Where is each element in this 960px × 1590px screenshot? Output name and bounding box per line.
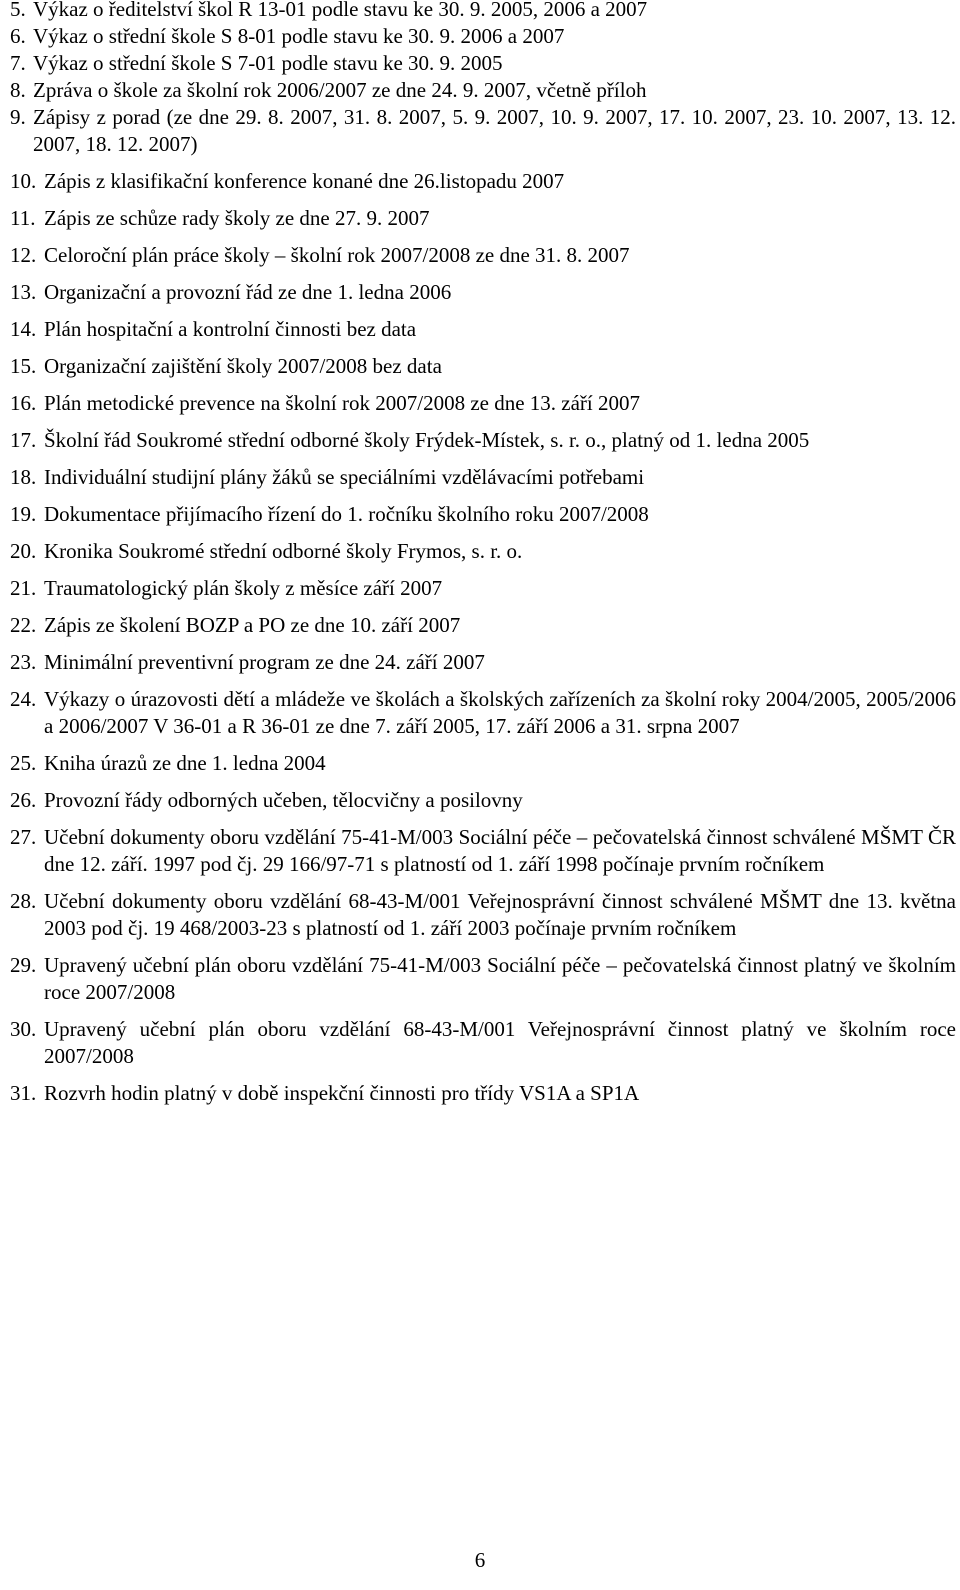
list-item <box>10 1016 956 1070</box>
list-item <box>10 575 956 602</box>
list-item-number: 13. <box>10 280 37 304</box>
list-item <box>10 501 956 528</box>
list-item <box>10 649 956 676</box>
list-item-text: Dokumentace přijímacího řízení do 1. ročníku školního roku 2007/2008 <box>44 502 649 526</box>
list-item-text: Učební dokumenty oboru vzdělání 75-41-M/003 Sociální péče – pečovatelská činnost schválené MŠMT ČR dne 12. září. 1997 pod čj. 29 166/97-71 s platností od 1. září 1998 počínaje prvním ročníkem <box>44 825 956 876</box>
page-number: 6 <box>474 1548 486 1572</box>
list-item-number: 7. <box>10 51 26 75</box>
list-item-text: Výkaz o střední škole S 7-01 podle stavu ke 30. 9. 2005 <box>33 51 503 75</box>
list-item-text: Plán hospitační a kontrolní činnosti bez data <box>44 317 417 341</box>
list-item-number: 11. <box>10 206 36 230</box>
list-item-text: Kniha úrazů ze dne 1. ledna 2004 <box>44 751 326 775</box>
list-item <box>10 427 956 454</box>
list-item <box>10 242 956 269</box>
list-item <box>10 353 956 380</box>
list-item <box>10 279 956 306</box>
list-item-text: Zápisy z porad (ze dne 29. 8. 2007, 31. 8. 2007, 5. 9. 2007, 10. 9. 2007, 17. 10. 2007, 23. 10. 2007, 13. 12. 2007, 18. 12. 2007) <box>33 105 956 156</box>
list-item-number: 24. <box>10 687 37 711</box>
list-item <box>10 787 956 814</box>
list-item-number: 12. <box>10 243 37 267</box>
list-item <box>10 1080 956 1107</box>
list-item-number: 27. <box>10 825 37 849</box>
list-item-text: Výkaz o ředitelství škol R 13-01 podle stavu ke 30. 9. 2005, 2006 a 2007 <box>33 0 648 21</box>
list-item-number: 21. <box>10 576 37 600</box>
list-item <box>10 77 956 104</box>
list-item-text: Upravený učební plán oboru vzdělání 75-41-M/003 Sociální péče – pečovatelská činnost platný ve školním roce 2007/2008 <box>44 953 956 1004</box>
list-item-text: Učební dokumenty oboru vzdělání 68-43-M/001 Veřejnosprávní činnost schválené MŠMT dne 13. května 2003 pod čj. 19 468/2003-23 s platností od 1. září 2003 počínaje prvním ročníkem <box>44 889 956 940</box>
list-item-text: Organizační zajištění školy 2007/2008 bez data <box>44 354 442 378</box>
list-item <box>10 952 956 1006</box>
list-item-number: 10. <box>10 169 37 193</box>
list-item-number: 8. <box>10 78 26 102</box>
list-item-number: 5. <box>10 0 26 21</box>
list-item <box>10 824 956 878</box>
list-item-text: Plán metodické prevence na školní rok 2007/2008 ze dne 13. září 2007 <box>44 391 640 415</box>
document-list <box>10 0 956 1147</box>
list-item <box>10 104 956 158</box>
list-item <box>10 0 956 23</box>
list-item-number: 22. <box>10 613 37 637</box>
list-item-text: Provozní řády odborných učeben, tělocvičny a posilovny <box>44 788 523 812</box>
list-item-number: 26. <box>10 788 37 812</box>
list-item-number: 15. <box>10 354 37 378</box>
list-item-number: 20. <box>10 539 37 563</box>
list-item <box>10 205 956 232</box>
list-item-number: 6. <box>10 24 26 48</box>
list-item-text: Individuální studijní plány žáků se speciálními vzdělávacími potřebami <box>44 465 645 489</box>
list-item-text: Kronika Soukromé střední odborné školy Frymos, s. r. o. <box>44 539 523 563</box>
list-item-text: Zápis z klasifikační konference konané dne 26.listopadu 2007 <box>44 169 565 193</box>
list-item <box>10 464 956 491</box>
list-item <box>10 50 956 77</box>
list-item-number: 16. <box>10 391 37 415</box>
list-item <box>10 686 956 740</box>
list-item <box>10 888 956 942</box>
list-item-number: 18. <box>10 465 37 489</box>
list-item <box>10 23 956 50</box>
list-item-text: Výkazy o úrazovosti dětí a mládeže ve školách a školských zařízeních za školní roky 2004/2005, 2005/2006 a 2006/2007 V 36-01 a R 36-01 ze dne 7. září 2005, 17. září 2006 a 31. srpna 2007 <box>44 687 956 738</box>
list-item <box>10 612 956 639</box>
list-item-number: 9. <box>10 105 26 129</box>
list-item-number: 31. <box>10 1081 37 1105</box>
list-item-text: Zápis ze školení BOZP a PO ze dne 10. září 2007 <box>44 613 461 637</box>
list-item-text: Rozvrh hodin platný v době inspekční činnosti pro třídy VS1A a SP1A <box>44 1081 640 1105</box>
list-item-text: Celoroční plán práce školy – školní rok 2007/2008 ze dne 31. 8. 2007 <box>44 243 630 267</box>
list-item <box>10 316 956 343</box>
list-item-number: 28. <box>10 889 37 913</box>
list-item-text: Minimální preventivní program ze dne 24. září 2007 <box>44 650 485 674</box>
list-item-text: Traumatologický plán školy z měsíce září 2007 <box>44 576 443 600</box>
list-item-number: 23. <box>10 650 37 674</box>
list-item <box>10 538 956 565</box>
list-item-text: Upravený učební plán oboru vzdělání 68-43-M/001 Veřejnosprávní činnost platný ve školním roce 2007/2008 <box>44 1017 956 1068</box>
list-item-text: Zpráva o škole za školní rok 2006/2007 ze dne 24. 9. 2007, včetně příloh <box>33 78 647 102</box>
list-item-text: Výkaz o střední škole S 8-01 podle stavu ke 30. 9. 2006 a 2007 <box>33 24 565 48</box>
list-item <box>10 750 956 777</box>
list-item-text: Organizační a provozní řád ze dne 1. ledna 2006 <box>44 280 452 304</box>
list-item-number: 19. <box>10 502 37 526</box>
list-item-number: 29. <box>10 953 37 977</box>
list-item-text: Zápis ze schůze rady školy ze dne 27. 9. 2007 <box>44 206 430 230</box>
list-item-text: Školní řád Soukromé střední odborné školy Frýdek-Místek, s. r. o., platný od 1. ledna 2005 <box>44 428 810 452</box>
list-item-number: 14. <box>10 317 37 341</box>
list-item <box>10 168 956 195</box>
list-item <box>10 390 956 417</box>
list-item-number: 30. <box>10 1017 37 1041</box>
list-item-number: 17. <box>10 428 37 452</box>
list-item-number: 25. <box>10 751 37 775</box>
